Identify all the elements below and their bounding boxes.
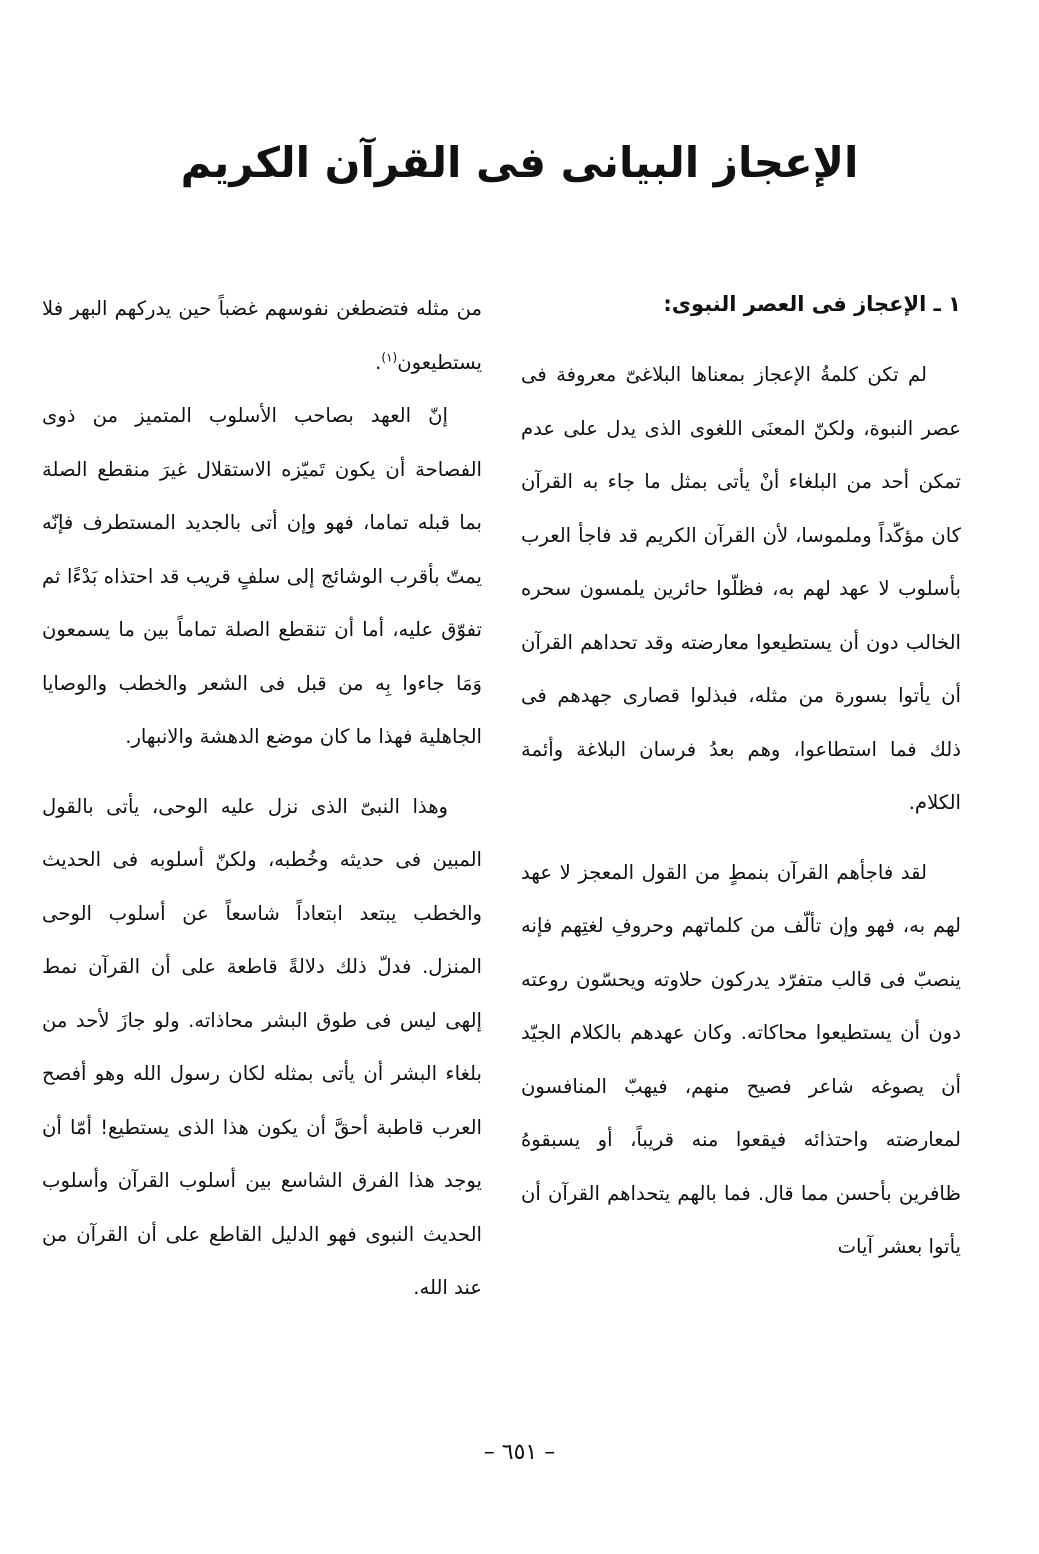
left-paragraph-1	[42, 282, 482, 389]
left-paragraph-1-end: .	[375, 350, 382, 374]
left-paragraph-2: إنّ العهد بصاحب الأسلوب المتميز من ذوى الفصاحة أن يكون تَميّزه الاستقلال غيرَ منقطع الصلة بما قبله تماما، فهو وإن أتى بالجديد المستطرف فإنّه يمتّ بأقرب الوشائج إلى سلفٍ قريب قد احتذاه بَدْءًا ثم تفوّق عليه، أما أن تنقطع الصلة تماماً بين ما يسمعون وَمَا جاءوا بِه من قبل فى الشعر والخطب والوصايا الجاهلية فهذا ما كان موضع الدهشة والانبهار.	[42, 404, 482, 748]
left-paragraph-3: وهذا النبىّ الذى نزل عليه الوحى، يأتى بالقول المبين فى حديثه وخُطبه، ولكنّ أسلوبه فى الحديث والخطب يبتعد ابتعاداً شاسعاً عن أسلوب الوحى المنزل. فدلّ ذلك دلالةً قاطعة على أن القرآن نمط إلهى ليس فى طوق البشر محاذاته. ولو جازَ لأحد من بلغاء البشر أن يأتى بمثله لكان رسول الله وهو أفصح العرب قاطبة أحقَّ أن يكون هذا الذى يستطيع! أمّا أن يوجد هذا الفرق الشاسع بين أسلوب القرآن وأسلوب الحديث النبوى فهو الدليل القاطع على أن القرآن من عند الله.	[42, 794, 482, 1299]
right-column	[521, 284, 961, 1274]
footnote-marker: (١)	[381, 349, 398, 364]
right-paragraph-1: لم تكن كلمةُ الإعجاز بمعناها البلاغىّ معروفة فى عصر النبوة، ولكنّ المعنَى اللغوى الذى يدل على عدم تمكن أحد من البلغاء أنْ يأتى بمثل ما جاء به القرآن كان مؤكّداً وملموسا، لأن القرآن الكريم قد فاجأ العرب بأسلوب لا عهد لهم به، فظلّوا حائرين يلمسون سحره الخالب دون أن يستطيعوا معارضته وقد تحداهم القرآن أن يأتوا بسورة من مثله، فبذلوا قصارى جهدهم فى ذلك فما استطاعوا، وهم بعدُ فرسان البلاغة وأئمة الكلام.	[521, 363, 961, 814]
left-paragraph-1-text: من مثله فتضطغن نفوسهم غضباً حين يدركهم البهر فلا يستطيعون	[42, 297, 482, 374]
page-title: الإعجاز البيانى فى القرآن الكريم	[180, 138, 859, 187]
page-number: – ٦٥١ –	[483, 1440, 556, 1465]
right-paragraph-2: لقد فاجأهم القرآن بنمطٍ من القول المعجز لا عهد لهم به، فهو وإن تألّف من كلماتهم وحروفِ لغتِهم فإنه ينصبّ فى قالب متفرّد يدركون حلاوته ويحسّون روعته دون أن يستطيعوا محاكاته. وكان عهدهم بالكلام الجيّد أن يصوغه شاعر فصيح منهم، فيهبّ المنافسون لمعارضته واحتذائه فيقعوا منه قريباً، أو يسبقوهُ ظافرين بأحسن مما قال. فما بالهم يتحداهم القرآن أن يأتوا بعشر آيات	[521, 860, 961, 1258]
section-heading: ١ ـ الإعجاز فى العصر النبوى:	[663, 292, 961, 316]
left-column	[42, 282, 482, 1315]
